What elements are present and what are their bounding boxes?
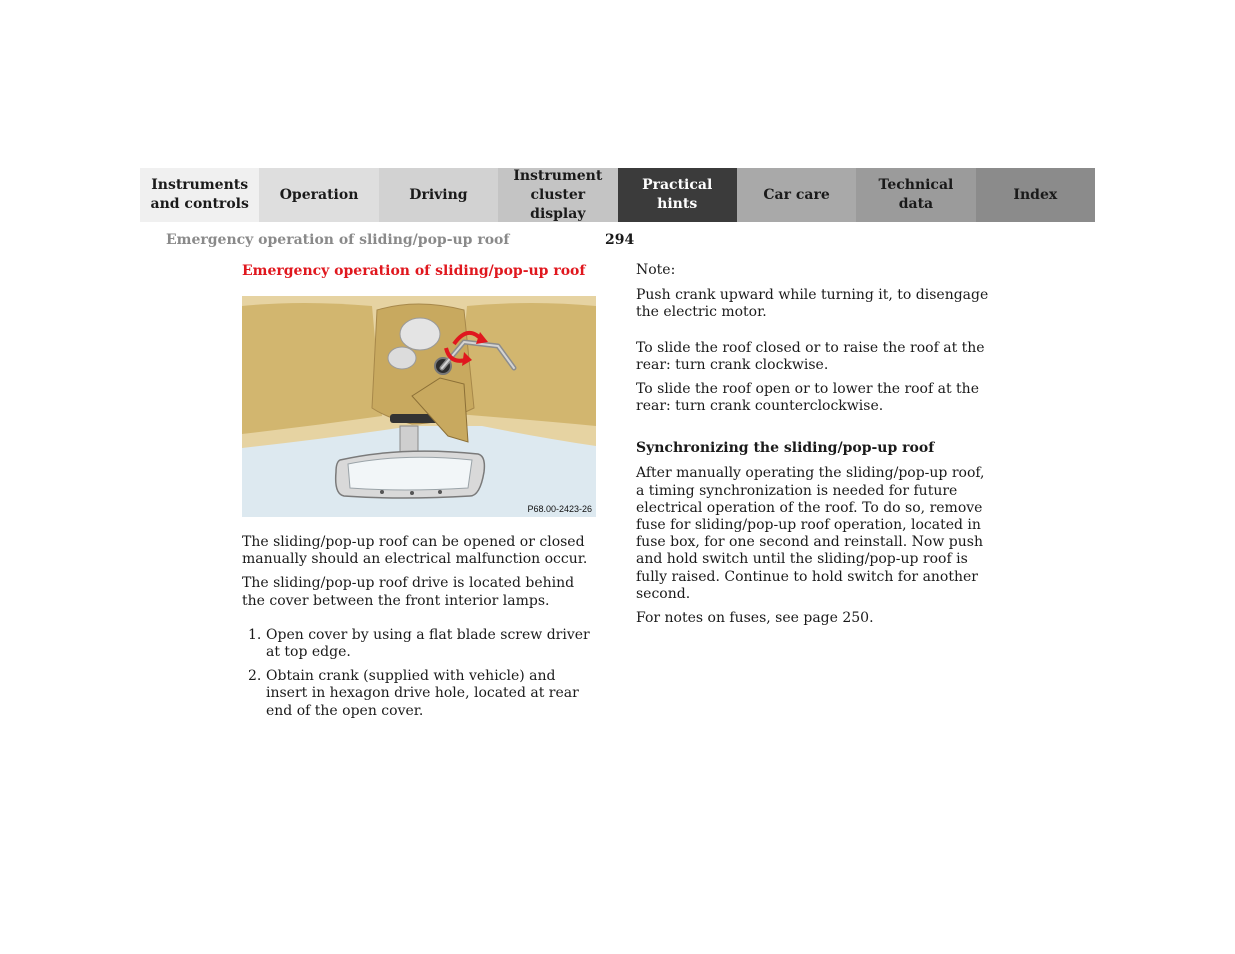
figure-code: P68.00-2423-26 xyxy=(527,504,592,514)
step-number: 1. xyxy=(248,626,262,643)
tab-label: Car care xyxy=(763,186,830,203)
step-text: Open cover by using a flat blade screw driver at top edge. xyxy=(266,626,590,661)
intro-paragraph: The sliding/pop-up roof can be opened or closed manually should an electrical malfunction occur. xyxy=(242,534,588,568)
tab-practical-hints[interactable] xyxy=(618,168,737,222)
right-column xyxy=(636,262,996,634)
section-title: Emergency operation of sliding/pop-up roof xyxy=(242,263,586,279)
illustration-graphic xyxy=(242,296,596,517)
note-text: Push crank upward while turning it, to disengage the electric motor. xyxy=(636,287,989,321)
tab-label: Driving xyxy=(409,186,468,203)
tab-label: Instruments and controls xyxy=(150,177,249,212)
spacer xyxy=(636,329,996,340)
tab-label: Index xyxy=(1013,186,1058,203)
sync-heading: Synchronizing the sliding/pop-up roof xyxy=(636,440,935,457)
section-tab-bar xyxy=(140,168,1095,222)
tab-label: Instrument cluster display xyxy=(513,167,603,222)
spacer xyxy=(636,422,996,439)
tab-label: Operation xyxy=(279,186,359,203)
list-item xyxy=(242,627,598,661)
tab-label: Technical data xyxy=(878,177,954,212)
steps-list xyxy=(242,627,598,720)
tab-driving[interactable] xyxy=(379,168,498,222)
step-text: Obtain crank (supplied with vehicle) and insert in hexagon drive hole, located at rear end of the open cover. xyxy=(266,668,579,719)
left-column xyxy=(242,262,598,727)
sync-paragraph: After manually operating the sliding/pop-up roof, a timing synchronization is needed for future electrical operation of the roof. To do so, remove fuse for sliding/pop-up roof operation, located in fuse box, for one second and reinstall. Now push and hold switch until the sliding/pop-up roof is fully raised. Continue to hold switch for another second. xyxy=(636,465,985,602)
spacer xyxy=(242,617,598,627)
tab-index[interactable] xyxy=(976,168,1095,222)
drive-location-paragraph: The sliding/pop-up roof drive is located behind the cover between the front interior lamps. xyxy=(242,575,575,609)
tab-label: Practical hints xyxy=(642,177,713,212)
close-instruction: To slide the roof closed or to raise the roof at the rear: turn crank clockwise. xyxy=(636,339,985,373)
running-head: Emergency operation of sliding/pop-up roof xyxy=(166,232,510,248)
step-number: 2. xyxy=(248,668,262,685)
tab-car-care[interactable] xyxy=(737,168,856,222)
open-instruction: To slide the roof open or to lower the roof at the rear: turn crank counterclockwise. xyxy=(636,381,979,415)
roof-crank-illustration xyxy=(242,296,596,517)
tab-instrument-cluster-display[interactable] xyxy=(498,168,617,222)
page-number: 294 xyxy=(605,232,635,248)
note-label: Note: xyxy=(636,262,676,278)
tab-technical-data[interactable] xyxy=(856,168,975,222)
list-item xyxy=(242,668,598,720)
tab-operation[interactable] xyxy=(259,168,378,222)
fuse-reference: For notes on fuses, see page 250. xyxy=(636,610,874,627)
tab-instruments-and-controls[interactable] xyxy=(140,168,259,222)
